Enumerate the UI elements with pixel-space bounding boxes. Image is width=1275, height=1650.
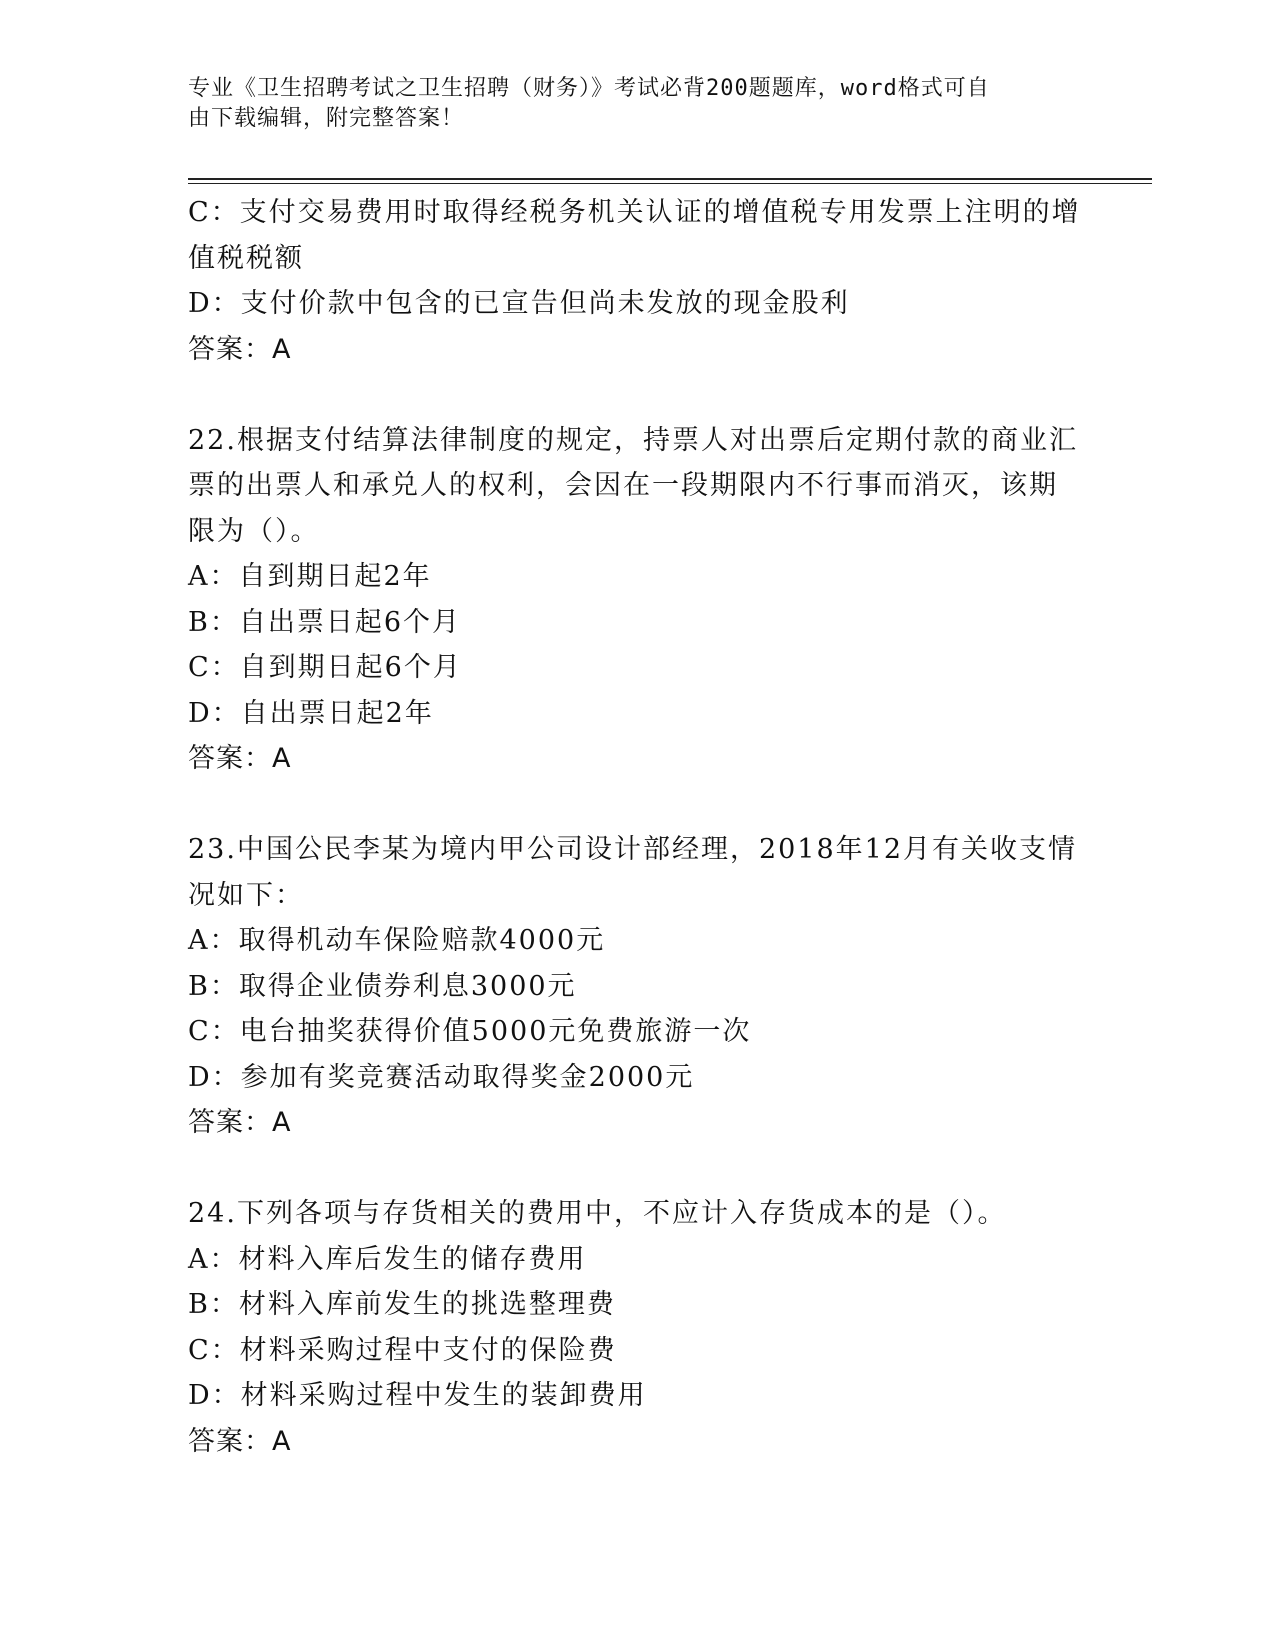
question-stem-line-2: 票的出票人和承兑人的权利，会因在一段期限内不行事而消灭，该期 [188,470,1058,501]
option-d: D：支付价款中包含的已宣告但尚未发放的现金股利 [188,288,850,319]
question-24 [188,1191,1088,1464]
option-d: D：自出票日起2年 [188,697,434,729]
option-b: B：取得企业债券利息3000元 [188,970,577,1002]
question-stem-line-1: 23.中国公民李某为境内甲公司设计部经理，2018年12月有关收支情 [188,834,1078,865]
option-c: C：电台抽奖获得价值5000元免费旅游一次 [188,1016,752,1047]
question-stem-line-1: 24.下列各项与存货相关的费用中，不应计入存货成本的是（）。 [188,1198,1007,1229]
document-header [188,74,1088,134]
question-list [188,190,1088,1464]
option-c: C：材料采购过程中支付的保险费 [188,1334,617,1366]
answer: 答案：A [188,1107,292,1138]
answer: 答案：A [188,333,292,365]
spacer [188,1146,1088,1192]
option-c-line-1: C：支付交易费用时取得经税务机关认证的增值税专用发票上注明的增 [188,197,1081,228]
option-c: C：自到期日起6个月 [188,652,462,683]
question-21-tail [188,190,1088,372]
header-line-1: 专业《卫生招聘考试之卫生招聘（财务）》考试必背200题题库，word格式可自 [188,76,990,101]
spacer [188,782,1088,828]
question-stem-line-1: 22.根据支付结算法律制度的规定，持票人对出票后定期付款的商业汇 [188,424,1078,456]
header-line-2: 由下载编辑，附完整答案！ [188,106,465,131]
header-divider-thin [188,183,1152,184]
option-a: A：自到期日起2年 [188,561,432,592]
header-divider-thick [188,178,1152,180]
option-b: B：自出票日起6个月 [188,606,462,638]
spacer [188,372,1088,418]
answer: 答案：A [188,1425,292,1457]
question-23 [188,827,1088,1146]
question-stem-line-2: 况如下： [188,879,304,911]
option-a: A：取得机动车保险赔款4000元 [188,925,606,956]
option-d: D：材料采购过程中发生的装卸费用 [188,1380,647,1411]
answer: 答案：A [188,743,292,774]
question-22 [188,418,1088,782]
option-a: A：材料入库后发生的储存费用 [188,1243,587,1275]
question-stem-line-3: 限为（）。 [188,515,320,547]
option-d: D：参加有奖竞赛活动取得奖金2000元 [188,1061,695,1093]
option-b: B：材料入库前发生的挑选整理费 [188,1289,616,1320]
option-c-line-2: 值税税额 [188,242,304,274]
